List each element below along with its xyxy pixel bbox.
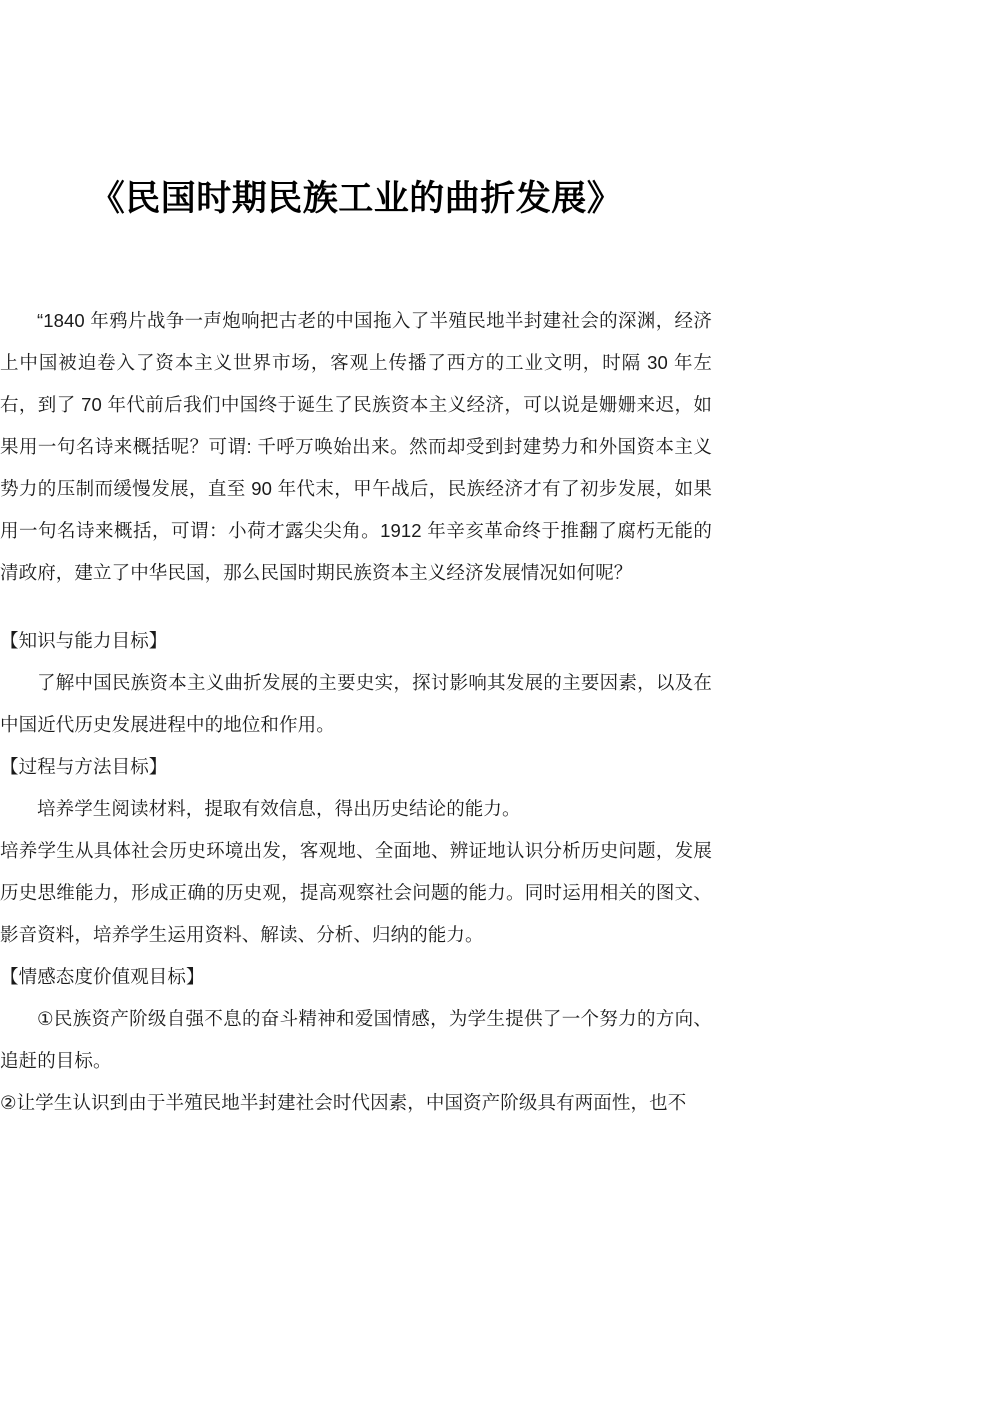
section-paragraph: ①民族资产阶级自强不息的奋斗精神和爱国情感，为学生提供了一个努力的方向、追赶的目标。 [0, 1008, 712, 1071]
section-knowledge-ability [0, 620, 712, 746]
page-title: 《民国时期民族工业的曲折发展》 [89, 179, 623, 218]
section-emotion-attitude-values [0, 956, 712, 1124]
section-heading: 【过程与方法目标】 [0, 756, 168, 777]
section-heading: 【知识与能力目标】 [0, 630, 168, 651]
lead-paragraph-block [0, 300, 712, 594]
lead-paragraph: “1840 年鸦片战争一声炮响把古老的中国拖入了半殖民地半封建社会的深渊，经济上中国被迫卷入了资本主义世界市场，客观上传播了西方的工业文明，时隔 30 年左右，到了 70 年代前后我们中国终于诞生了民族资本主义经济，可以说是姗姗来迟，如果用一句名诗来概括呢？可谓: 千呼万唤始出来。然而却受到封建势力和外国资本主义势力的压制而缓慢发展，直至 90 年代末，甲午战后，民族经济才有了初步发展，如果用一句名诗来概括，可谓：小荷才露尖尖角。1912 年辛亥革命终于推翻了腐朽无能的清政府，建立了中华民国，那么民国时期民族资本主义经济发展情况如何呢？ [0, 310, 712, 583]
section-paragraph: 了解中国民族资本主义曲折发展的主要史实，探讨影响其发展的主要因素，以及在中国近代历史发展进程中的地位和作用。 [0, 672, 712, 735]
section-paragraph: 培养学生阅读材料，提取有效信息，得出历史结论的能力。 [37, 798, 521, 819]
section-paragraph: 培养学生从具体社会历史环境出发，客观地、全面地、辨证地认识分析历史问题，发展历史思维能力，形成正确的历史观，提高观察社会问题的能力。同时运用相关的图文、影音资料，培养学生运用资料、解读、分析、归纳的能力。 [0, 840, 712, 945]
section-process-method [0, 746, 712, 956]
section-paragraph: ②让学生认识到由于半殖民地半封建社会时代因素，中国资产阶级具有两面性，也不 [0, 1092, 687, 1113]
objectives-block [0, 620, 712, 1124]
section-heading: 【情感态度价值观目标】 [0, 966, 205, 987]
